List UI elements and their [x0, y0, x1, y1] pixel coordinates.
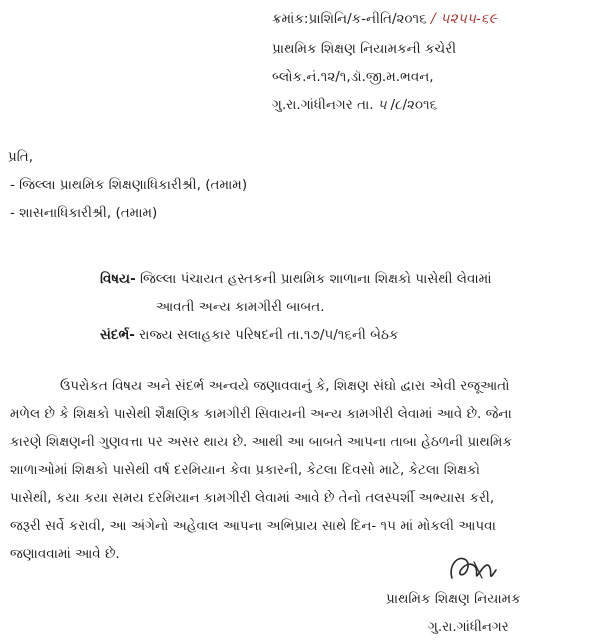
subject-text-1: જિલ્લા પંચાયત હસ્તકની પ્રાથમિક શાળાના શિક્ષકો પાસેથી લેવામાં	[135, 271, 492, 287]
signature-mark	[444, 548, 504, 588]
office-address: બ્લોક.નં.૧૨/૧,ડૉ.જી.મ.ભવન,	[272, 69, 434, 85]
date-rest: /૮/૨૦૧૬	[390, 97, 438, 113]
reference-text: રાજ્ય સલાહકાર પરિષદની તા.૧૭/૫/૧૬ની બેઠક	[134, 327, 399, 343]
signatory-title: પ્રાથમિક શિક્ષણ નિયામક	[386, 591, 521, 607]
body-line-5: પાસેથી, કયા કયા સમય દરમિયાન કામગીરી લેવામાં આવે છે તેનો તલસ્પર્શી અભ્યાસ કરી,	[10, 490, 495, 506]
reference-label: સંદર્ભ-	[100, 327, 135, 343]
handwritten-date-day: ૫	[377, 97, 387, 113]
recipient-line-2: - શાસનાધિકારીશ્રી, (તમામ)	[10, 205, 158, 221]
body-paragraph	[10, 372, 590, 568]
body-line-4: શાળાઓમાં શિક્ષકો પાસેથી વર્ષ દરમિયાન કેવા પ્રકારની, કેટલા દિવસો માટે, કેટલા શિક્ષકો	[10, 462, 480, 478]
body-line-2: મળેલ છે કે શિક્ષકો પાસેથી શૈક્ષણિક કામગીરી સિવાયની અન્ય કામગીરી લેવામાં આવે છે. જેના	[10, 406, 512, 422]
body-line-7: જણાવવામાં આવે છે.	[10, 546, 120, 562]
subject-text-2: આવતી અન્ય કામગીરી બાબત.	[156, 299, 325, 315]
reference-line	[100, 326, 398, 344]
reference-number-text: ક્રમાંક:પ્રાશિનિ/ક-નીતિ/૨૦૧૬	[272, 11, 427, 27]
office-name: પ્રાથમિક શિક્ષણ નિયામકની કચેરી	[272, 41, 457, 57]
body-line-1: ઉપરોકત વિષય અને સંદર્ભ અન્વયે જણાવવાનું કે, શિક્ષણ સંઘો દ્વારા એવી રજૂઆતો	[60, 378, 510, 394]
body-line-3: કારણે શિક્ષણની ગુણવત્તા પર અસર થાય છે. આથી આ બાબતે આપના તાબા હેઠળની પ્રાથમિક	[10, 434, 512, 450]
recipient-heading: પ્રતિ,	[8, 149, 34, 165]
reference-number	[272, 10, 497, 28]
handwritten-reference: / ૫૨૫૫-૬૯	[431, 11, 497, 27]
recipient-line-1: - જિલ્લા પ્રાથમિક શિક્ષણાધિકારીશ્રી, (તમામ)	[10, 177, 248, 193]
subject-label: વિષય-	[100, 271, 136, 287]
body-line-6: જરૂરી સર્વે કરાવી, આ અંગેનો અહેવાલ આપના અભિપ્રાય સાથે દિન- ૧૫ માં મોકલી આપવા	[10, 518, 496, 534]
subject-line	[100, 270, 492, 288]
place-text: ગુ.રા.ગાંધીનગર તા.	[272, 97, 374, 113]
place-date	[272, 96, 437, 114]
signatory-place: ગુ.રા.ગાંધીનગર	[428, 619, 509, 635]
